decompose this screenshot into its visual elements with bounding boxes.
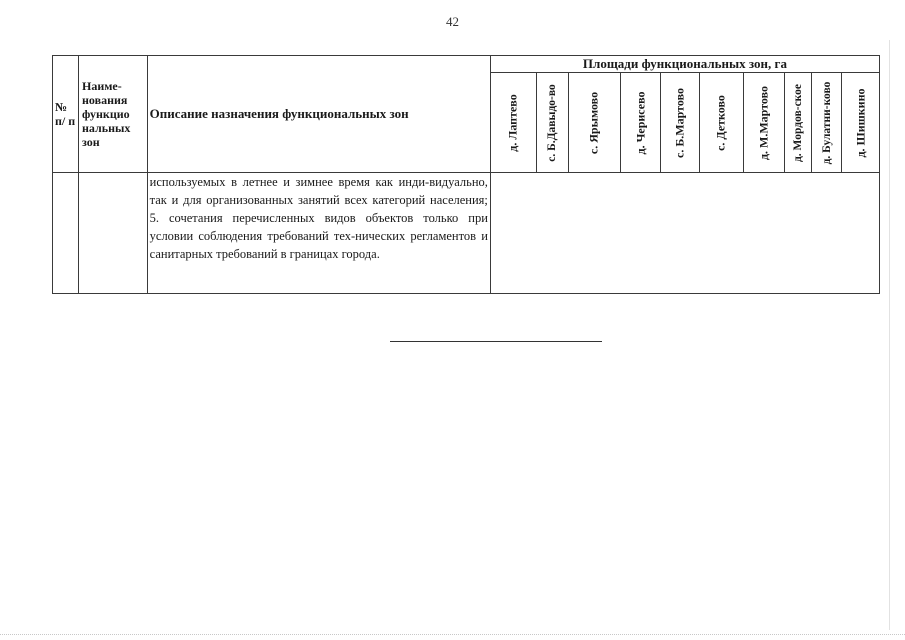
header-description: Описание назначения функциональных зон [147,56,490,173]
settlement-label: д. Мордов-ское [792,83,805,162]
header-areas: Площади функциональных зон, га [490,56,879,73]
end-rule [390,341,602,342]
scan-edge-right [889,40,890,630]
row-description-cell: используемых в летнее и зимнее время как инди-видуально, так и для организованных занятий всех категорий населения; 5. сочетания перечисленных видов объектов только при условии соблюдения требований тех-нических регламентов и санитарных требований в границах города. [147,173,490,294]
functional-zones-table [52,55,880,294]
settlement-label: с. Б.Мартово [672,87,687,158]
table-row [53,173,880,294]
header-settlement [812,73,842,173]
header-settlement [568,73,620,173]
settlement-label: д. Черисево [633,91,648,154]
header-number: № п/ п [53,56,79,173]
header-settlement [536,73,568,173]
page-number: 42 [446,14,459,29]
header-settlement [699,73,743,173]
header-settlement [743,73,785,173]
settlement-label: д. Шишкино [853,87,868,158]
settlement-label: д. Булатни-ково [820,81,833,164]
settlement-label: с. Ярымово [586,91,601,154]
settlement-label: д. Лаптево [505,93,520,152]
header-zone-name: Наиме-нования функцио нальных зон [79,56,148,173]
header-settlement [490,73,536,173]
header-settlement [661,73,699,173]
settlement-label: с. Детково [713,94,728,151]
row-number-cell [53,173,79,294]
header-settlement [785,73,812,173]
row-areas-cell [490,173,879,294]
settlement-label: д. М.Мартово [756,85,771,160]
settlement-label: с. Б.Давыдо-во [546,83,559,162]
header-settlement [842,73,880,173]
row-zone-name-cell [79,173,148,294]
scan-edge-bottom [0,634,905,635]
header-row-top [53,56,880,73]
header-settlement [620,73,661,173]
